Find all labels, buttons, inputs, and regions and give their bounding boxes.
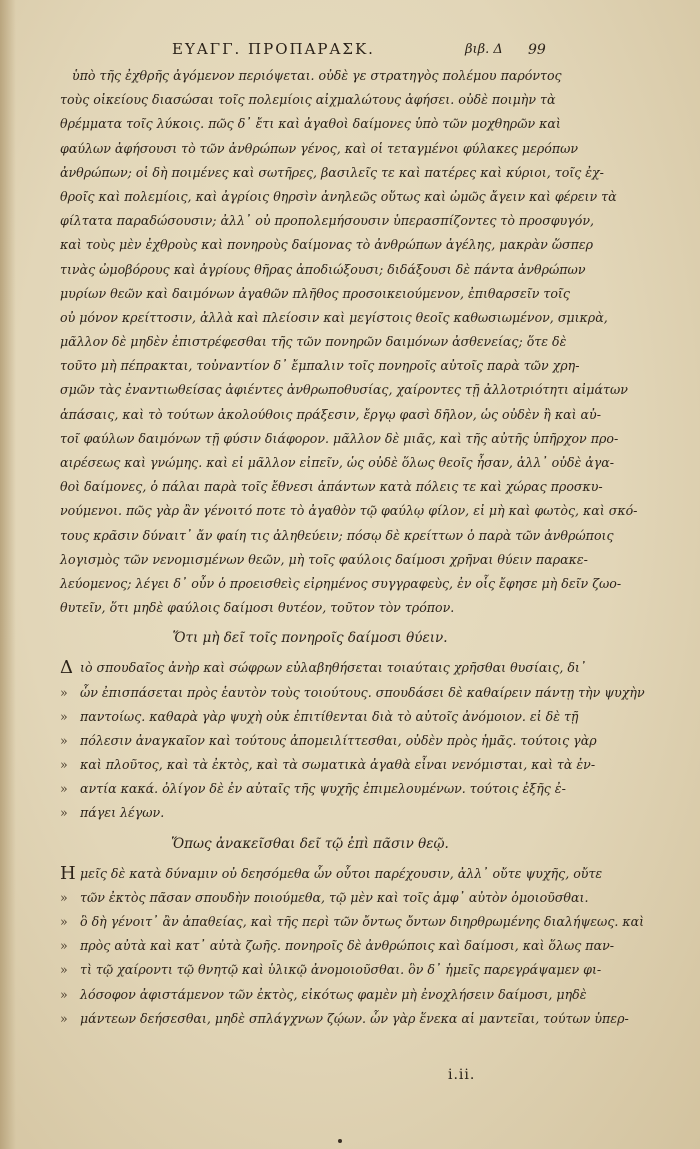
text-line: λεύομενος; λέγει δ᾽ οὖν ὁ προεισθεὶς εἰρημένος συγγραφεὺς, ἐν οἷς ἔφησε μὴ δεῖν ζωο- [60,575,622,591]
line-text: ὃ δὴ γένοιτ᾽ ἂν ἀπαθείας, καὶ τῆς περὶ τῶν ὄντως ὄντων διηρθρωμένης διαλήψεως. καὶ [80,914,645,929]
line-text: λόσοφον ἀφιστάμενον τῶν ἐκτὸς, εἰκότως φαμὲν μὴ ἐνοχλήσειν δαίμοσι, μηδὲ [80,986,587,1002]
quote-mark: » [60,781,68,797]
text-line: θρέμματα τοῖς λύκοις. πῶς δ᾽ ἔτι καὶ ἀγαθοὶ δαίμονες ὑπὸ τῶν μοχθηρῶν καὶ [60,116,561,132]
quote-mark: » [60,805,68,821]
text-line: ἀνθρώπων; οἱ δὴ ποιμένες καὶ σωτῆρες, βασιλεῖς τε καὶ πατέρες καὶ κύριοι, τοῖς ἐχ- [60,164,604,180]
text-line: φαύλων ἀφήσουσι τὸ τῶν ἀνθρώπων γένος, καὶ οἱ τεταγμένοι φύλακες μερόπων [60,140,579,156]
signature-mark: i.ii. [448,1067,476,1083]
quote-mark: » [60,684,68,700]
quote-mark: » [60,938,68,954]
text-line [60,753,596,777]
text-line: τοὺς οἰκείους διασώσαι τοῖς πολεμίοις αἰχμαλώτους ἀφήσει. οὐδὲ ποιμὴν τὰ [60,92,556,108]
text-line: θροῖς καὶ πολεμίοις, καὶ ἀγρίοις θηρσὶν ἀνηλεῶς οὕτως καὶ ὠμῶς ἄγειν καὶ φέρειν τὰ [60,188,617,204]
quote-mark: » [60,914,68,929]
line-text: ιὸ σπουδαῖος ἀνὴρ καὶ σώφρων εὐλαβηθήσεται τοιαύταις χρῆσθαι θυσίαις, δι᾽ [80,660,587,676]
line-text: πρὸς αὐτὰ καὶ κατ᾽ αὐτὰ ζωῆς. πονηροῖς δὲ ἀνθρώποις καὶ δαίμοσι, καὶ ὅλως παν- [80,938,614,954]
text-line [60,729,597,753]
line-text: τῶν ἐκτὸς πᾶσαν σπουδὴν ποιούμεθα, τῷ μὲν καὶ τοῖς ἀμφ᾽ αὐτὸν ὁμοιοῦσθαι. [80,889,589,905]
text-line [60,656,587,680]
quote-mark: » [60,889,68,905]
text-line [60,910,645,934]
quote-mark: » [60,708,68,724]
line-text: πάγει λέγων. [80,805,165,821]
page-number: 99 [528,42,546,58]
quote-mark: » [60,986,68,1002]
initial-letter: Δ [60,657,73,679]
paragraph-section-1 [60,64,638,620]
line-text: αντία κακά. ὀλίγον δὲ ἐν αὐταῖς τῆς ψυχῆς ἐπιμελουμένων. τούτοις ἐξῆς ἐ- [80,781,566,797]
main-text [60,64,645,1031]
text-line: φίλτατα παραδώσουσιν; ἀλλ᾽ οὐ προπολεμήσουσιν ὑπερασπίζοντες τὸ προσφυγόν, [60,213,595,229]
quoted-paragraph-2 [60,862,645,1031]
quote-mark: » [60,732,68,748]
page-header [0,40,700,64]
binding-gutter [0,0,16,1149]
text-line: ὑπὸ τῆς ἐχθρῆς ἀγόμενον περιόψεται. οὐδὲ γε στρατηγὸς πολέμου παρόντος [72,68,562,83]
line-text: μάντεων δεήσεσθαι, μηδὲ σπλάγχνων ζῴων. ὧν γὰρ ἕνεκα αἱ μαντεῖαι, τούτων ὑπερ- [80,1010,629,1026]
text-line: θυτεῖν, ὅτι μηδὲ φαύλοις δαίμοσι θυτέον, τοῦτον τὸν τρόπον. [60,600,455,616]
line-text: πόλεσιν ἀναγκαῖον καὶ τούτους ἀπομειλίττεσθαι, οὐδὲν πρὸς ἡμᾶς. τούτοις γὰρ [80,732,597,748]
text-line [60,681,645,705]
book-marker: βιβ. Δ [465,42,503,57]
text-line: μᾶλλον δὲ μηδὲν ἐπιστρέφεσθαι τῆς τῶν πονηρῶν δαιμόνων ἀσθενείας; ὅτε δὲ [60,334,567,350]
text-line [60,705,579,729]
text-line: τους κρᾶσιν δύναιτ᾽ ἄν φαίη τις ἀληθεύειν; πόσῳ δὲ κρείττων ὁ παρὰ τῶν ἀνθρώποις [60,527,614,543]
text-line [60,958,602,982]
text-line: οὐ μόνον κρείττοσιν, ἀλλὰ καὶ πλείοσιν καὶ μεγίστοις θεοῖς καθωσιωμένον, σμικρὰ, [60,309,608,325]
text-line [60,1007,629,1031]
line-text: μεῖς δὲ κατὰ δύναμιν οὐ δεησόμεθα ὧν οὗτοι παρέχουσιν, ἀλλ᾽ οὔτε ψυχῆς, οὔτε [80,865,603,881]
text-line [60,801,560,825]
section-heading-2: Ὅπως ἀνακεῖσθαι δεῖ τῷ ἐπὶ πᾶσιν θεῷ. [171,835,449,852]
text-line [60,862,603,886]
line-text: καὶ πλοῦτος, καὶ τὰ ἐκτὸς, καὶ τὰ σωματικὰ ἀγαθὰ εἶναι νενόμισται, καὶ τὰ ἐν- [80,757,596,773]
line-text: τὶ τῷ χαίροντι τῷ θνητῷ καὶ ὑλικῷ ἀνομοιοῦσθαι. ὃν δ᾽ ἡμεῖς παρεγράψαμεν φι- [80,962,602,978]
text-line [60,934,614,958]
text-line: τοῦτο μὴ πέπρακται, τοὐναντίον δ᾽ ἔμπαλιν τοῖς πονηροῖς αὐτοῖς παρὰ τῶν χρη- [60,358,580,374]
quote-mark: » [60,757,68,773]
line-text: παντοίως. καθαρὰ γὰρ ψυχὴ οὐκ ἐπιτίθενται διὰ τὸ αὐτοῖς ἀνόμοιον. εἰ δὲ τῇ [80,708,579,724]
text-line: λογισμὸς τῶν νενομισμένων θεῶν, μὴ τοῖς φαύλοις δαίμοσι χρῆναι θύειν παρακε- [60,551,588,567]
quote-mark: » [60,962,68,978]
text-line [60,886,589,910]
initial-letter: Η [60,862,76,884]
quote-mark: » [60,1010,68,1026]
text-line [60,777,566,801]
line-text: ὧν ἐπισπάσεται πρὸς ἑαυτὸν τοὺς τοιούτους. σπουδάσει δὲ καθαίρειν πάντῃ τὴν ψυχὴν [80,684,645,700]
running-head: ΕΥΑΓΓ. ΠΡΟΠΑΡΑΣΚ. [172,40,375,58]
quoted-paragraph-1 [60,656,645,825]
text-line [60,983,587,1007]
text-line: τινὰς ὠμοβόρους καὶ ἀγρίους θῆρας ἀποδιώξουσι; διδάξουσι δὲ πάντα ἀνθρώπων [60,261,586,277]
text-line: σμῶν τὰς ἐναντιωθείσας ἀφιέντες ἀνθρωποθυσίας, χαίροντες τῇ ἀλλοτριότητι αἰμάτων [60,382,628,398]
page-dot [338,1139,342,1143]
text-line: θοὶ δαίμονες, ὁ πάλαι παρὰ τοῖς ἔθνεσι ἁπάντων κατὰ πόλεις τε καὶ χώρας προσκυ- [60,479,603,495]
text-line: μυρίων θεῶν καὶ δαιμόνων ἀγαθῶν πλῆθος προσοικειούμενον, ἐπιθαρσεῖν τοῖς [60,285,570,301]
text-line: καὶ τοὺς μὲν ἐχθροὺς καὶ πονηροὺς δαίμονας τὸ ἀνθρώπων ἀγέλης, μακρὰν ὥσπερ [60,237,594,253]
section-heading-1: Ὅτι μὴ δεῖ τοῖς πονηροῖς δαίμοσι θύειν. [172,630,448,647]
text-line: ἁπάσαις, καὶ τὸ τούτων ἀκολούθοις πράξεσιν, ἔργῳ φασὶ δῆλον, ὡς οὐδὲν ἢ καὶ αὐ- [60,406,601,422]
text-line: τοῖ φαύλων δαιμόνων τῇ φύσιν διάφορον. μᾶλλον δὲ μιᾶς, καὶ τῆς αὐτῆς ὑπῆρχον προ- [60,430,619,446]
text-line: αιρέσεως καὶ γνώμης. καὶ εἰ μᾶλλον εἰπεῖν, ὡς οὐδὲ ὅλως θεοῖς ἦσαν, ἀλλ᾽ οὐδὲ ἀγα- [60,455,615,470]
text-line: νούμενοι. πῶς γὰρ ἂν γένοιτό ποτε τὸ ἀγαθὸν τῷ φαύλῳ φίλον, εἰ μὴ καὶ φωτὸς, καὶ σκό- [60,503,638,519]
